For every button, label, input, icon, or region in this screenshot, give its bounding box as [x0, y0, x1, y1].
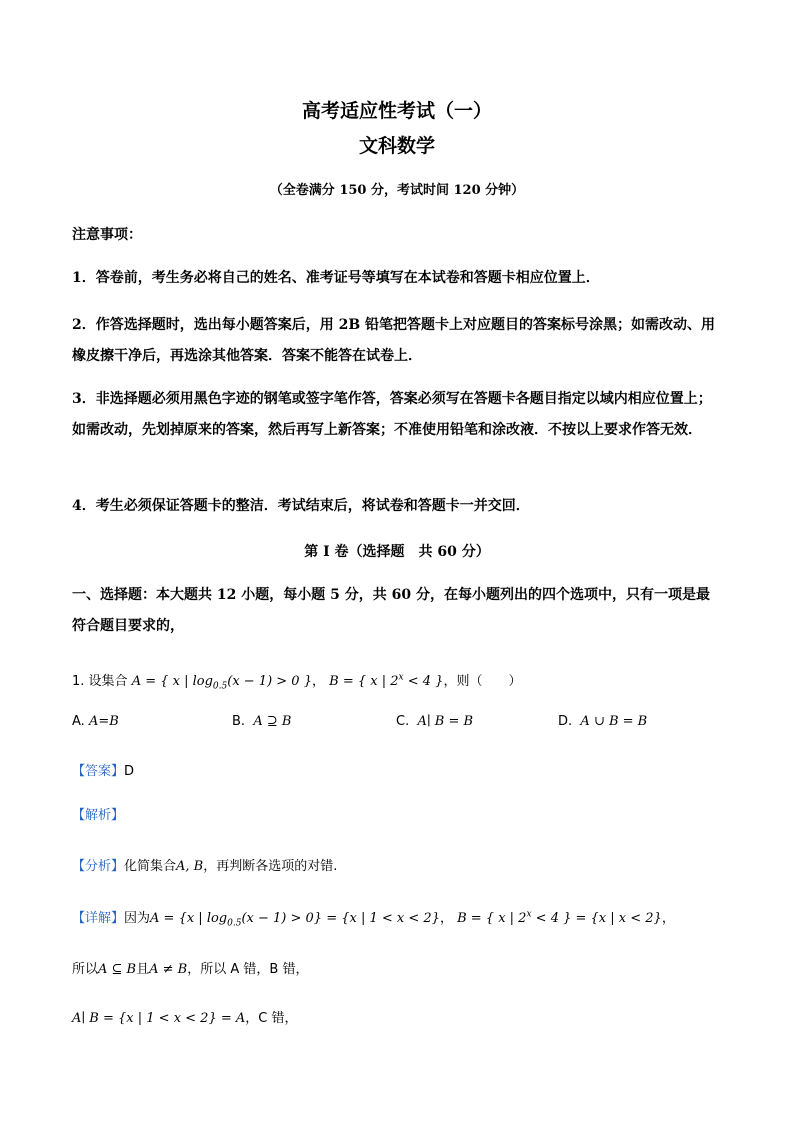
option-b: B. A ⊇ B: [232, 714, 292, 729]
section-title: 第 I 卷（选择题 共 60 分）: [304, 544, 490, 560]
option-d: D. A ∪ B = B: [558, 714, 648, 729]
detail-line-1: 【详解】因为A = {x | $\log_{0.5}(x - 1) > 0\} = \{x$ | 1 < x < 2}， B = { x | $2^x < 4$ } = {x | x < 2}，: [72, 909, 675, 929]
notes-heading: 注意事项：: [72, 227, 142, 243]
set-b-expression: B = { x | $2^x < 4$ }: [329, 672, 444, 689]
exam-info: （全卷满分 150 分，考试时间 120 分钟）: [269, 183, 525, 198]
comma: ，: [312, 674, 326, 689]
note-item-2: 2．作答选择题时，选出每小题答案后，用 2B 铅笔把答题卡上对应题目的答案标号涂黑；如需改动、用橡皮擦干净后，再选涂其他答案．答案不能答在试卷上．: [72, 317, 716, 364]
question-lead: 1. 设集合: [72, 674, 128, 689]
detail-line-3: A∣ B = {x | 1 < x < 2} = A，C 错，: [72, 1011, 298, 1026]
analysis-line: [72, 804, 124, 823]
fenxi-line: 【分析】化简集合A, B，再判断各选项的对错.: [72, 859, 338, 874]
analysis-tag: 【解析】: [72, 808, 125, 823]
subject-title: 文科数学: [358, 135, 435, 157]
question-1: [72, 670, 521, 692]
note-item-3: 3．非选择题必须用黑色字迹的钢笔或签字笔作答，答案必须写在答题卡各题目指定以域内相应位置上；如需改动，先划掉原来的答案，然后再写上新答案；不准使用铅笔和涂改液．不按以上要求作答无效．: [72, 391, 712, 438]
answer-line: [72, 760, 134, 779]
note-item-1: 1．答卷前，考生务必将自己的姓名、准考证号等填写在本试卷和答题卡相应位置上．: [72, 270, 600, 286]
note-item-4: 4．考生必须保证答题卡的整洁．考试结束后，将试卷和答题卡一并交回．: [72, 498, 530, 514]
question-tail: ，则（ ）: [443, 674, 522, 689]
detail-line-2: 所以A ⊆ B且A ≠ B，所以 A 错，B 错，: [72, 962, 309, 977]
answer-value: D: [124, 764, 135, 779]
answer-tag: 【答案】: [72, 764, 125, 779]
exam-title: 高考适应性考试（一）: [301, 100, 492, 122]
option-a: A. A=B: [72, 714, 119, 729]
section-instructions: 一、选择题：本大题共 12 小题，每小题 5 分，共 60 分，在每小题列出的四个选项中，只有一项是最符合题目要求的，: [72, 587, 710, 634]
set-a-expression: A = { x | $\log_{0.5}(x - 1) > 0$ }: [131, 674, 312, 692]
option-c: C. A∣ B = B: [396, 714, 474, 729]
